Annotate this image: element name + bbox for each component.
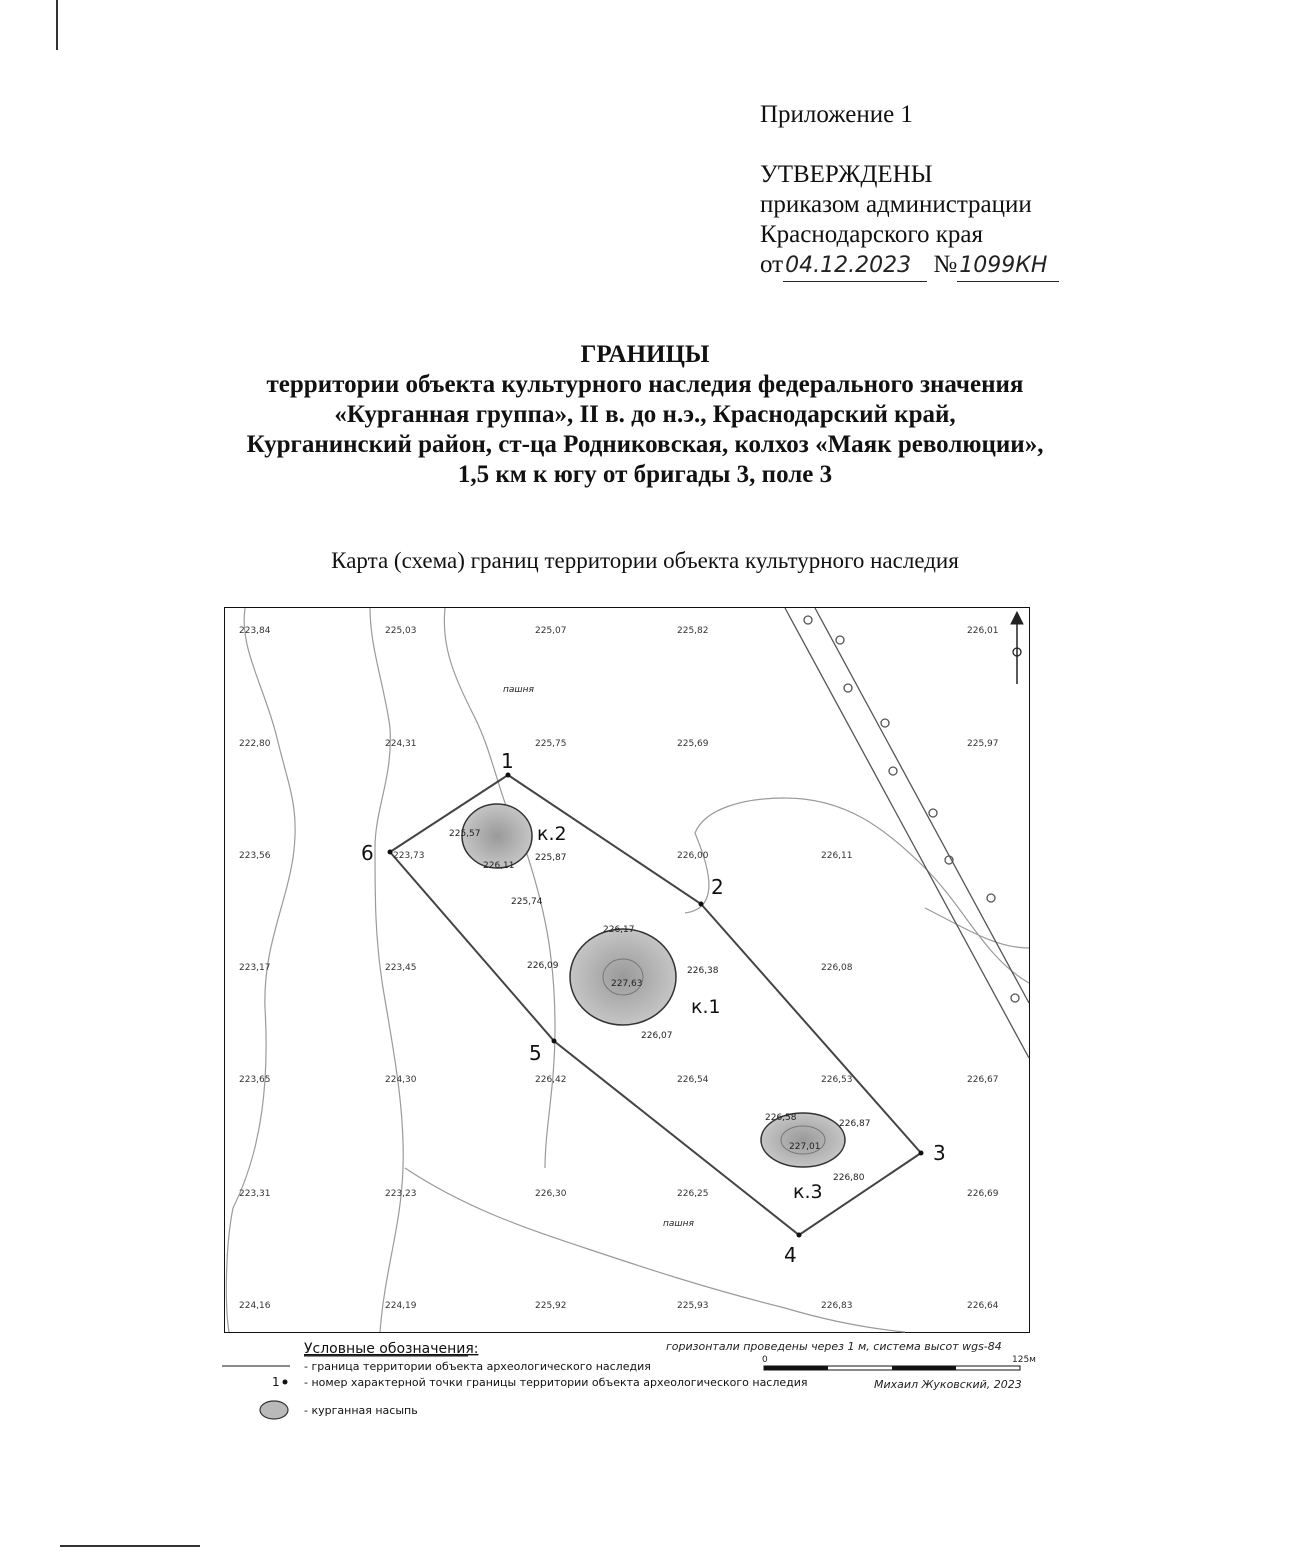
elevation-label: 226,25 [677,1189,709,1199]
boundary-point [506,773,511,778]
point-label-2: 2 [711,875,724,899]
tree-icon [1011,994,1019,1002]
legend-kurgan-symbol [260,1401,288,1419]
legend-boundary-text: - граница территории объекта археологического наследия [304,1360,651,1373]
boundary-map [225,608,1029,1332]
elevation-label: 226,80 [833,1173,865,1183]
legend [222,1338,1036,1428]
appendix-label: Приложение 1 [760,101,913,128]
elevation-label: 227,63 [611,979,643,989]
elevation-label: 226,58 [765,1113,797,1123]
elevation-label: 223,17 [239,963,271,973]
boundary-point [388,850,393,855]
elevation-label: 223,56 [239,851,271,861]
point-label-5: 5 [529,1041,542,1065]
elevation-label: 226,07 [641,1031,673,1041]
scan-edge-mark [60,1545,200,1547]
contours-note: горизонтали проведены через 1 м, система высот wgs-84 [666,1340,1002,1353]
approval-line-2: Краснодарского края [760,221,983,248]
contour-line [685,798,1029,983]
scale-end-label: 125м [1012,1355,1036,1365]
title-line-4: 1,5 км к югу от бригады 3, поле 3 [457,461,833,488]
point-label-3: 3 [933,1141,946,1165]
contour-line [925,908,1029,948]
kurgan-mound-1 [570,929,676,1025]
elevation-label: 223,31 [239,1189,271,1199]
tree-symbols [804,616,1019,1002]
title-heading: ГРАНИЦЫ [580,341,710,368]
elevation-label: 226,42 [535,1075,567,1085]
kurgan-label-3: к.3 [793,1181,823,1203]
title-line-1: территории объекта культурного наследия федерального значения [266,371,1024,398]
elevation-label: 225,74 [511,897,543,907]
elevation-label: 226,11 [483,861,515,871]
map-caption: Карта (схема) границ территории объекта культурного наследия [331,548,959,573]
order-date: 04.12.2023 [783,251,927,282]
elevation-label: 225,97 [967,739,999,749]
legend-point-text: - номер характерной точки границы территории объекта археологического наследия [304,1376,808,1389]
boundary-point [699,902,704,907]
elevation-label: 226,69 [967,1189,999,1199]
number-label: № [933,251,958,278]
tree-icon [929,809,937,817]
title-line-2: «Курганная группа», II в. до н.э., Краснодарский край, [334,401,956,428]
map-author: Михаил Жуковский, 2023 [874,1378,1022,1391]
tree-icon [987,894,995,902]
kurgan-label-1: к.1 [691,996,721,1018]
tree-icon [881,719,889,727]
tree-icon [889,767,897,775]
elevation-label: 226,00 [677,851,709,861]
map-frame [224,607,1030,1333]
from-label: от [760,251,784,278]
boundary-point [552,1039,557,1044]
approval-date-line [760,250,1059,282]
elevation-label: 224,19 [385,1301,417,1311]
approval-block [760,100,1059,282]
elevation-label: 225,69 [677,739,709,749]
kurgan-label-2: к.2 [537,823,567,845]
elevation-label: 226,38 [687,966,719,976]
elevation-label: 225,93 [677,1301,709,1311]
elevation-label: 226,11 [821,851,853,861]
elevation-label: 224,16 [239,1301,271,1311]
elevation-label: 225,82 [677,626,709,636]
elevation-label: 222,80 [239,739,271,749]
scan-edge-mark [56,0,58,50]
elevation-label: 223,45 [385,963,417,973]
elevation-label: 226,53 [821,1075,853,1085]
elevation-label: 223,23 [385,1189,417,1199]
order-number: 1099КН [957,251,1059,282]
legend-kurgan-text: - курганная насыпь [304,1404,418,1417]
elevation-label: 225,07 [535,626,567,636]
elevation-label: 226,30 [535,1189,567,1199]
elevation-label: 226,64 [967,1301,999,1311]
scale-bar [764,1366,1020,1370]
elevation-label: 224,30 [385,1075,417,1085]
approval-line-1: приказом администрации [760,191,1032,218]
point-label-6: 6 [361,841,374,865]
forest-belt [785,608,1029,1058]
elevation-label: 226,67 [967,1075,999,1085]
legend-point-marker [283,1380,288,1385]
elevation-label: 226,83 [821,1301,853,1311]
tree-icon [844,684,852,692]
title-line-3: Курганинский район, ст-ца Родниковская, колхоз «Маяк революции», [246,431,1044,458]
elevation-label: 227,01 [789,1142,821,1152]
legend-graphic [222,1338,1036,1428]
elevation-label: 226,01 [967,626,999,636]
scale-start-label: 0 [762,1355,768,1365]
point-label-4: 4 [784,1243,797,1267]
elevation-label: 223,65 [239,1075,271,1085]
elevation-label: 225,75 [535,739,567,749]
elevation-label: 226,09 [527,961,559,971]
approved-label: УТВЕРЖДЕНЫ [760,161,933,188]
boundary-point [797,1233,802,1238]
legend-title: Условные обозначения: [304,1341,479,1357]
field-label: пашня [663,1219,694,1229]
point-label-1: 1 [501,749,514,773]
tree-icon [836,636,844,644]
elevation-label: 224,31 [385,739,417,749]
elevation-label: 223,84 [239,626,271,636]
field-label: пашня [503,685,534,695]
elevation-label: 225,87 [535,853,567,863]
legend-point-symbol: 1 [272,1375,280,1389]
document-title [0,340,1290,490]
tree-icon [804,616,812,624]
elevation-label: 223,73 [393,851,425,861]
elevation-label: 226,87 [839,1119,871,1129]
elevation-label: 225,92 [535,1301,567,1311]
elevation-label: 226,17 [603,925,635,935]
boundary-point [919,1151,924,1156]
elevation-label: 226,54 [677,1075,709,1085]
elevation-label: 226,08 [821,963,853,973]
north-arrow-icon [1011,612,1023,684]
elevation-label: 225,57 [449,829,481,839]
elevation-label: 225,03 [385,626,417,636]
